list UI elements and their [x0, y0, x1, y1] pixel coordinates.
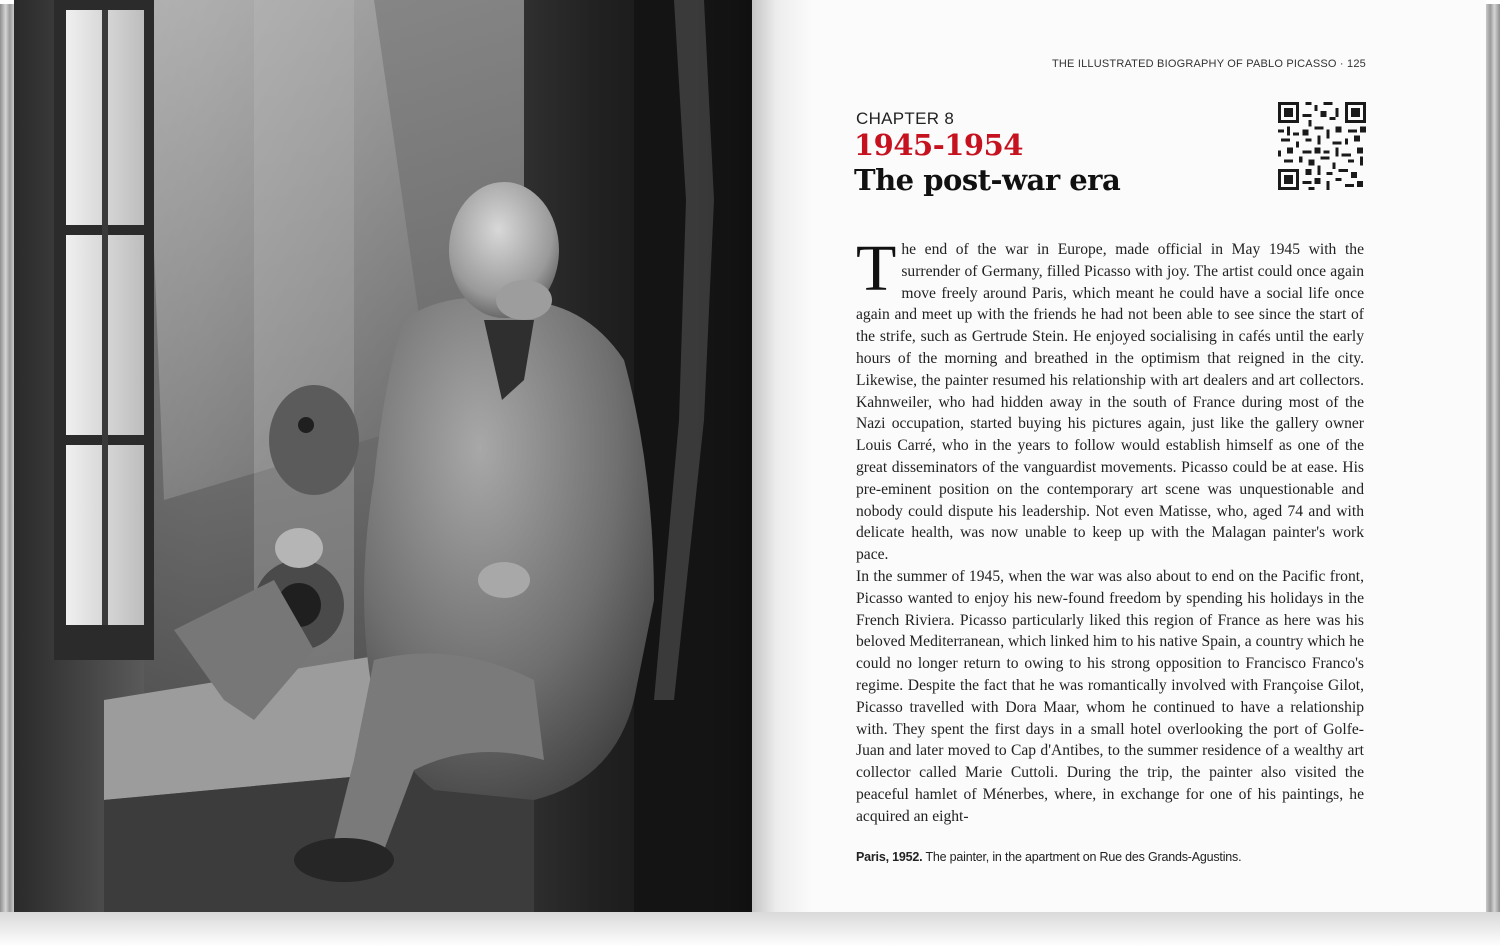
page-edges-left — [0, 4, 14, 916]
caption-place-date: Paris, 1952. — [856, 850, 923, 864]
paragraph-1 — [856, 232, 1364, 566]
left-page-photo — [14, 0, 752, 916]
chapter-body-text — [856, 232, 1364, 828]
chapter-title: The post-war era — [854, 163, 1121, 197]
paragraph-1-text: he end of the war in Europe, made official in May 1945 with the surrender of Germany, filled Picasso with joy. The artist could once again move freely around Paris, which meant he could have a social life once again and meet up with the friends he had not been able to see since the start of the strife, such as Gertrude Stein. He enjoyed socialising in cafés until the early hours of the morning and breathed in the optimism that reigned in the city. Likewise, the painter resumed his relationship with art dealers and art collectors. Kahnweiler, who had hidden away in the south of France during most of the Nazi occupation, started buying his pictures again, just like the gallery owner Louis Carré, who in the years to follow would establish himself as one of the great disseminators of the vanguardist movements. Picasso could be at ease. His pre-eminent position on the contemporary art scene was unquestionable and nobody could dispute his leadership. Not even Matisse, who, aged 74 and with delicate health, was now unable to keep up with the Malagan painter's work pace. — [856, 241, 1364, 564]
caption-text: The painter, in the apartment on Rue des Grands-Agustins. — [925, 850, 1242, 864]
chapter-years: 1945-1954 — [854, 128, 1023, 162]
drop-cap: T — [856, 232, 897, 305]
chapter-label: CHAPTER 8 — [856, 109, 955, 128]
right-page-text — [752, 0, 1486, 916]
gutter-shadow-right — [752, 0, 812, 916]
book-bottom-shadow — [0, 912, 1500, 947]
photo-caption — [856, 850, 1241, 864]
running-head: THE ILLUSTRATED BIOGRAPHY OF PABLO PICASSO · 125 — [1051, 58, 1366, 70]
paragraph-2: In the summer of 1945, when the war was also about to end on the Pacific front, Picasso wanted to enjoy his new-found freedom by spending his holidays in the French Riviera. Picasso particularly liked this region of France as here was his beloved Mediterranean, which linked him to his native Spain, a country which he could no longer return to owing to his strong opposition to Francisco Franco's regime. Despite the fact that he was romantically involved with Françoise Gilot, Picasso travelled with Dora Maar, whom he continued to have a relationship with. They spent the first days in a small hotel overlooking the port of Golfe-Juan and later moved to Cap d'Antibes, to the summer residence of a wealthy art collector called Marie Cuttoli. During the trip, the painter also visited the peaceful hamlet of Ménerbes, where, in exchange for one of his paintings, he acquired an eight- — [856, 567, 1364, 825]
qr-code-icon[interactable] — [1278, 102, 1366, 190]
page-edges-right — [1486, 4, 1500, 916]
photo-picasso-at-window — [14, 0, 752, 916]
